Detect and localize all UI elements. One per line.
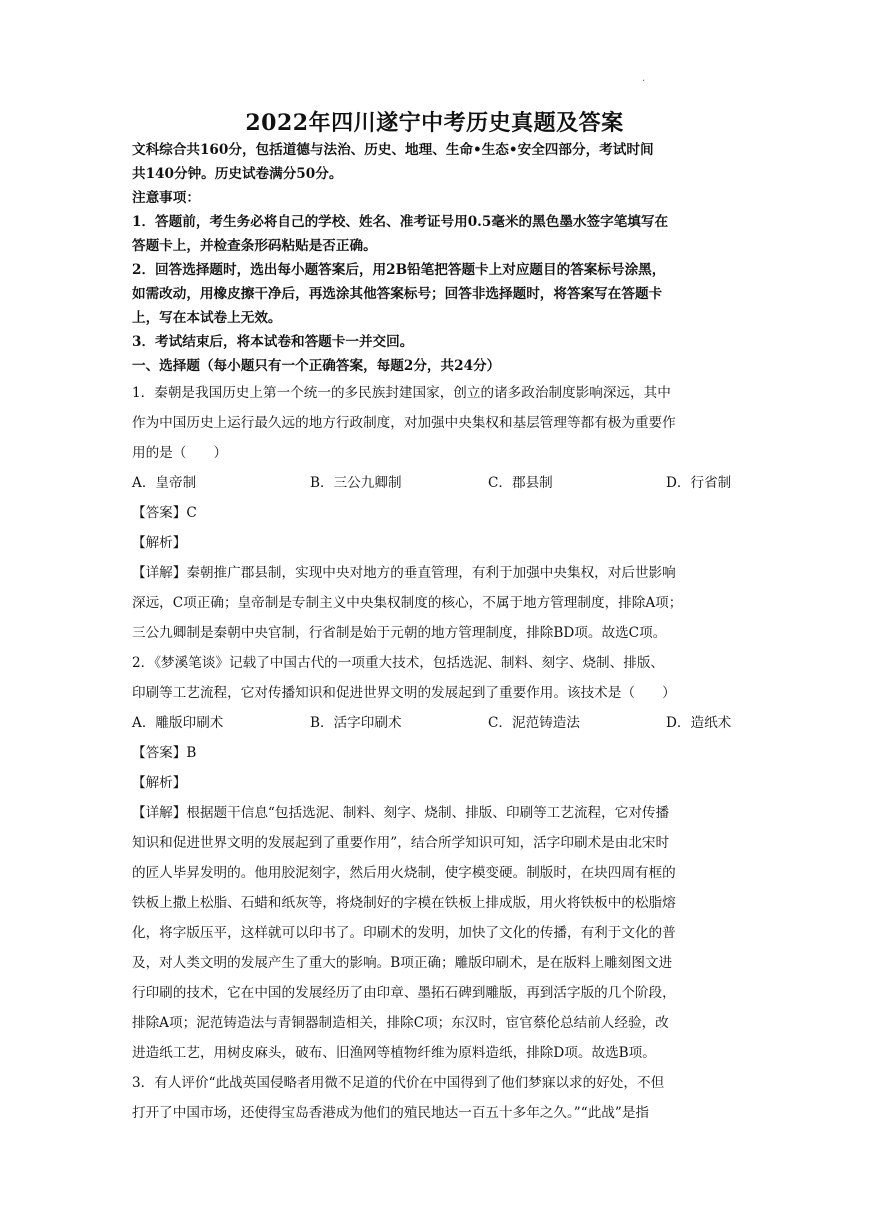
notes-line: 3．考试结束后，将本试卷和答题卡一并交回。 (132, 334, 414, 350)
notes-line: 上，写在本试卷上无效。 (132, 310, 282, 326)
question-line: 3．有人评价“此战英国侵略者用微不足道的代价在中国得到了他们梦寐以求的好处，不但 (132, 1075, 665, 1091)
detail-line: 知识和促进世界文明的发展起到了重要作用”，结合所学知识可知，活字印刷术是由北宋时 (132, 835, 670, 851)
intro-line: 文科综合共160分，包括道德与法治、历史、地理、生命•生态•安全四部分，考试时间 (132, 142, 654, 158)
question-line: 1．秦朝是我国历史上第一个统一的多民族封建国家，创立的诸多政治制度影响深远，其中 (132, 385, 671, 401)
question-1 (132, 378, 738, 648)
notes-heading: 注意事项： (132, 190, 200, 206)
notes-line: 如需改动，用橡皮擦干净后，再选涂其他答案标号；回答非选择题时，将答案写在答题卡 (132, 286, 663, 302)
intro-line: 共140分钟。历史试卷满分50分。 (132, 166, 343, 182)
detail-line: 【详解】秦朝推广郡县制，实现中央对地方的垂直管理，有利于加强中央集权，对后世影响 (132, 565, 676, 581)
detail-line: 铁板上撒上松脂、石蜡和纸灰等，将烧制好的字模在铁板上排成版，用火将铁板中的松脂熔 (132, 895, 676, 911)
notes-line: 2．回答选择题时，选出每小题答案后，用2B铅笔把答题卡上对应题目的答案标号涂黑， (132, 262, 666, 278)
question-line: 2．《梦溪笔谈》记载了中国古代的一项重大技术，包括选泥、制料、刻字、烧制、排版、 (132, 655, 665, 671)
detail-line: 的匠人毕昇发明的。他用胶泥刻字，然后用火烧制，使字模变硬。制版时，在块四周有框的 (132, 865, 676, 881)
notes-line: 1．答题前，考生务必将自己的学校、姓名、准考证号用0.5毫米的黑色墨水签字笔填写在 (132, 214, 669, 230)
option-c: C．郡县制 (488, 475, 553, 491)
detail-line: 行印刷的技术，它在中国的发展经历了由印章、墨拓石碑到雕版，再到活字版的几个阶段， (132, 985, 676, 1001)
answer-label: 【答案】B (132, 745, 197, 761)
detail-line: 深远，C项正确；皇帝制是专制主义中央集权制度的核心，不属于地方管理制度，排除A项； (132, 595, 683, 611)
document-body (132, 138, 738, 1128)
analysis-label: 【解析】 (132, 775, 187, 791)
detail-line: 及，对人类文明的发展产生了重大的影响。B项正确；雕版印刷术，是在版料上雕刻图文进 (132, 955, 673, 971)
question-options (132, 468, 738, 498)
option-c: C．泥范铸造法 (488, 715, 580, 731)
question-line: 印刷等工艺流程，它对传播知识和促进世界文明的发展起到了重要作用。该技术是（ ） (132, 685, 676, 701)
option-b: B．三公九卿制 (310, 475, 402, 491)
question-options (132, 708, 738, 738)
option-b: B．活字印刷术 (310, 715, 402, 731)
question-line: 用的是（ ） (132, 445, 228, 461)
question-line: 打开了中国市场，还使得宝岛香港成为他们的殖民地达一百五十多年之久。”“此战”是指 (132, 1105, 650, 1121)
option-a: A．皇帝制 (132, 475, 197, 491)
exam-notes (132, 186, 738, 354)
header-dot: · (642, 76, 646, 87)
page-title: 2022年四川遂宁中考历史真题及答案 (245, 110, 624, 136)
option-a: A．雕版印刷术 (132, 715, 224, 731)
notes-line: 答题卡上，并检查条形码粘贴是否正确。 (132, 238, 377, 254)
option-d: D．行省制 (666, 475, 732, 491)
detail-line: 化，将字版压平，这样就可以印书了。印刷术的发明，加快了文化的传播，有利于文化的普 (132, 925, 676, 941)
analysis-label: 【解析】 (132, 535, 187, 551)
question-line: 作为中国历史上运行最久远的地方行政制度，对加强中央集权和基层管理等都有极为重要作 (132, 415, 676, 431)
section-heading: 一、选择题（每小题只有一个正确答案，每题2分，共24分） (132, 358, 501, 374)
option-d: D．造纸术 (666, 715, 732, 731)
exam-intro (132, 138, 738, 186)
detail-line: 进造纸工艺，用树皮麻头，破布、旧渔网等植物纤维为原料造纸，排除D项。故选B项。 (132, 1045, 656, 1061)
question-3 (132, 1068, 738, 1128)
question-2 (132, 648, 738, 1068)
detail-line: 排除A项；泥范铸造法与青铜器制造相关，排除C项；东汉时，宦官蔡伦总结前人经验，改 (132, 1015, 669, 1031)
detail-line: 【详解】根据题干信息“包括选泥、制料、刻字、烧制、排版、印刷等工艺流程，它对传播 (132, 805, 670, 821)
detail-line: 三公九卿制是秦朝中央官制，行省制是始于元朝的地方管理制度，排除BD项。故选C项。 (132, 625, 667, 641)
answer-label: 【答案】C (132, 505, 197, 521)
